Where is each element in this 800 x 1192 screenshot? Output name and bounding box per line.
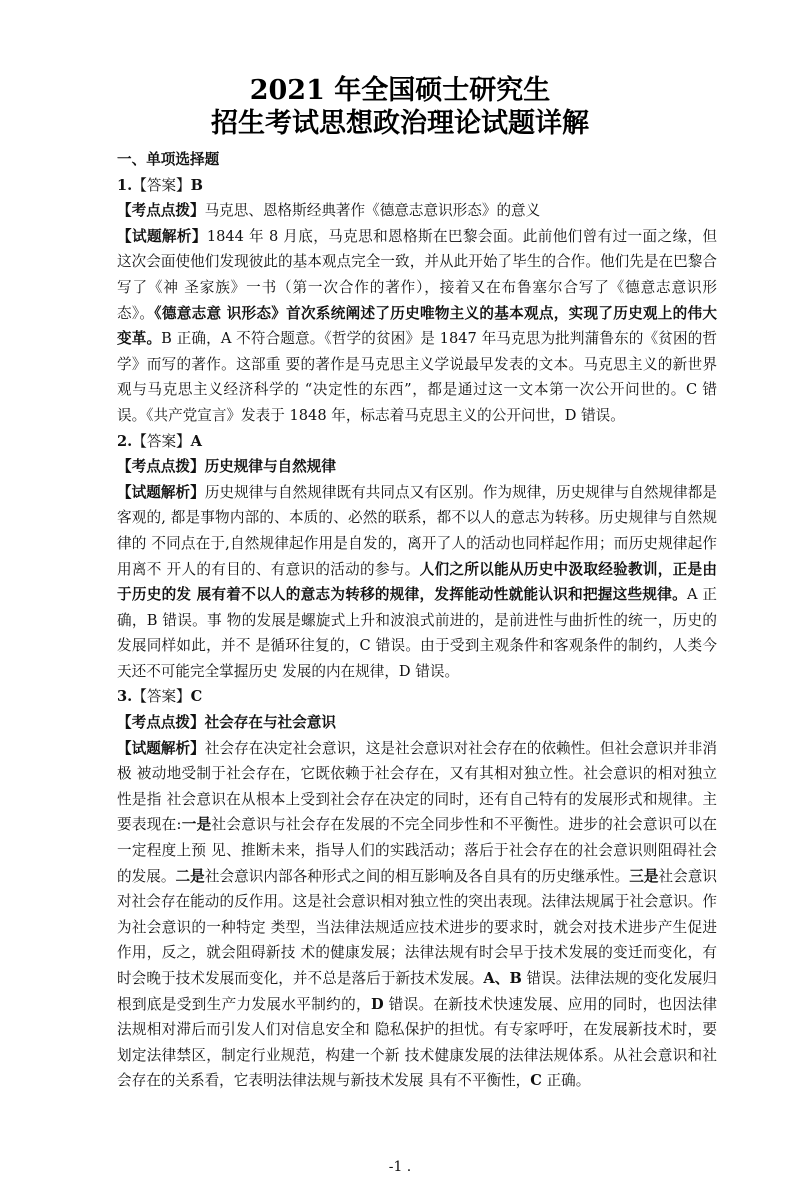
q3-analysis (117, 736, 717, 1094)
q3-keypoint (117, 710, 717, 736)
q1-analysis (117, 224, 717, 429)
q1-number: 1. (117, 176, 133, 194)
q1-answer (117, 173, 717, 199)
q3-analysis-bold-5: D (371, 995, 384, 1013)
q2-analysis-bold: 人们之所以能从历史中汲取经验教训，正是由于历史的发 展有着不以人的意志为转移的规律，发挥能动性就能认识和把握这些规律。 (117, 560, 717, 604)
q2-analysis-label: 【试题解析】 (117, 483, 205, 501)
q3-analysis-text-1: 社会存在决定社会意识，这是社会意识对社会存在的依赖性。但社会意识并非消极 被动地受制于社会存在，它既依赖于社会存在，又有其相对独立性。社会意识的相对独立性是指 社会意识在从根本上受到社会存在决定的同时，还有自己特有的发展形式和规律。主要表现在: (117, 739, 717, 834)
q3-answer-value: C (190, 688, 203, 706)
q2-answer (117, 429, 717, 455)
q2-answer-label: 【答案】 (132, 432, 191, 450)
q1-answer-value: B (190, 176, 203, 194)
q2-analysis-text-2: A 正确，B 错误。事 物的发展是螺旋式上升和波浪式前进的，是前进性与曲折性的统一，历史的发展同样如此，并不 是循环往复的，C 错误。由于受到主观条件和客观条件的制约，人类今天还不可能完全掌握历史 发展的内在规律，D 错误。 (117, 586, 717, 680)
q2-analysis-text-1: 历史规律与自然规律既有共同点又有区别。作为规律，历史规律与自然规律都是客观的, 都是事物内部的、本质的、必然的联系，都不以人的意志为转移。历史规律与自然规律的 不同点在于,自然规律起作用是自发的，离开了人的活动也同样起作用；而历史规律起作用离不 开人的有目的、有意识的活动的参与。 (117, 483, 717, 578)
q2-keypoint (117, 454, 717, 480)
document-title-line1: 2021 年全国硕士研究生 (249, 75, 551, 106)
q1-analysis-text-1: 1844 年 8 月底，马克思和恩格斯在巴黎会面。此前他们曾有过一面之缘，但这次会面使他们发现彼此的基本观点完全一致，并从此开始了毕生的合作。他们先是在巴黎合写了《神 圣家族》一书（第一次合作的著作），接着又在布鲁塞尔合写了《德意志意识形态》。 (117, 227, 717, 322)
q1-analysis-text-2: B 正确，A 不符合题意。《哲学的贫困》是 1847 年马克思为批判蒲鲁东的《贫困的哲学》而写的著作。这部重 要的著作是马克思主义学说最早发表的文本。马克思主义的新世界观与马克思主义经济科学的 “决定性的东西”，都是通过这一文本第一次公开问世的。C 错误。《共产党宣言》发表于 1848 年，标志着马克思主义的公开问世，D 错误。 (117, 330, 717, 424)
q3-analysis-bold-6: C (530, 1072, 542, 1090)
q3-analysis-text-2: 社会意识与社会存在发展的不完全同步性和不平衡性。进步的社会意识可以在一定程度上预 见、推断未来，指导人们的实践活动；落后于社会存在的社会意识则阻碍社会的发展。 (117, 816, 717, 885)
q1-keypoint-text: 马克思、恩格斯经典著作《德意志意识形态》的意义 (204, 202, 541, 220)
q1-answer-label: 【答案】 (132, 176, 191, 194)
q1-keypoint-label: 【考点点拨】 (117, 202, 205, 220)
q2-answer-value: A (190, 432, 202, 450)
q3-analysis-text-7: 正确。 (541, 1072, 591, 1090)
q2-keypoint-text: 历史规律与自然规律 (204, 458, 336, 476)
q2-keypoint-label: 【考点点拨】 (117, 458, 205, 476)
q3-answer (117, 684, 717, 710)
q1-analysis-label: 【试题解析】 (117, 227, 207, 245)
q3-analysis-text-4: 社会意识对社会存在能动的反作用。这是社会意识相对独立性的突出表现。法律法规属于社会意识。作为社会意识的一种特定 类型，当法律法规适应技术进步的要求时，就会对技术进步产生促进作用，反之，就会阻碍新技 术的健康发展；法律法规有时会早于技术发展的变迁而变化，有时会晚于技术发展而变化，并不总是落后于新技术发展。 (117, 867, 717, 987)
q2-number: 2. (117, 432, 133, 450)
q3-analysis-text-5: 错误。法律法规的变化发展归根到底是受到生产力发展水平制约的， (117, 970, 717, 1013)
q3-analysis-text-6: 错误。在新技术快速发展、应用的同时，也因法律法规相对滞后而引发人们对信息安全和 隐私保护的担忧。有专家呼吁，在发展新技术时，要划定法律禁区，制定行业规范，构建一个新 技术健康发展的法律法规体系。从社会意识和社会存在的关系看，它表明法律法规与新技术发展 具有不平衡性， (117, 995, 717, 1090)
q3-analysis-bold-1: 一是 (181, 816, 212, 834)
q3-keypoint-label: 【考点点拨】 (117, 714, 205, 732)
q3-answer-label: 【答案】 (132, 688, 191, 706)
q3-analysis-bold-2: 二是 (175, 867, 205, 885)
q2-analysis (117, 480, 717, 685)
q3-number: 3. (117, 688, 133, 706)
q3-analysis-bold-3: 三是 (629, 867, 659, 885)
q3-analysis-label: 【试题解析】 (117, 739, 205, 757)
page-number: -1 . (388, 1159, 412, 1175)
q3-analysis-text-3: 社会意识内部各种形式之间的相互影响及各自具有的历史继承性。 (204, 867, 630, 885)
q1-analysis-bold: 《德意志意 识形态》首次系统阐述了历史唯物主义的基本观点，实现了历史观上的伟大变革。 (117, 304, 717, 348)
document-body (117, 147, 717, 1094)
q3-keypoint-text: 社会存在与社会意识 (204, 714, 336, 732)
q3-analysis-bold-4: A、B (483, 970, 522, 987)
document-title-line2: 招生考试思想政治理论试题详解 (211, 108, 589, 139)
q1-keypoint (117, 198, 717, 224)
section-heading: 一、单项选择题 (117, 151, 220, 168)
